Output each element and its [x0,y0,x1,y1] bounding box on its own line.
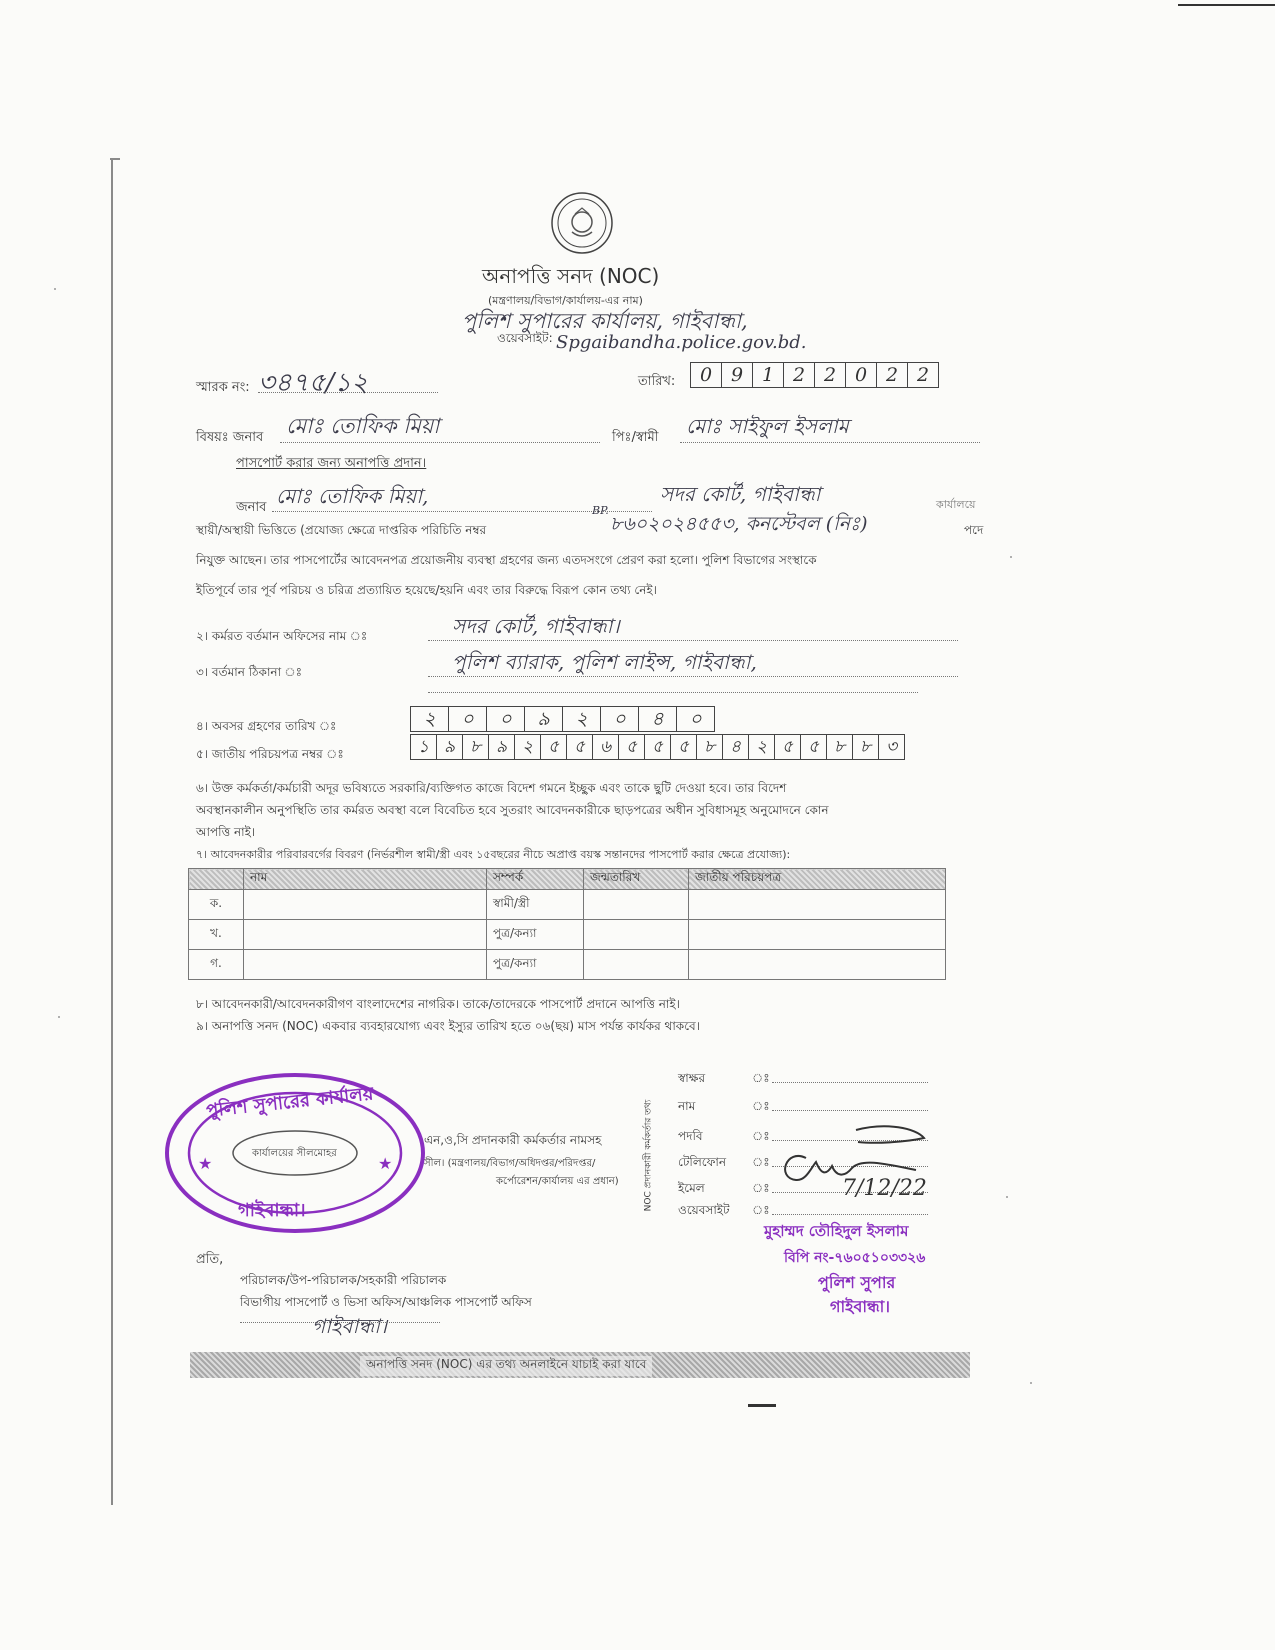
father-label: পিঃ/স্বামী [612,430,659,445]
date-label: তারিখ: [638,374,676,389]
table-row [189,920,946,950]
seal-note-2: সীল। (মন্ত্রণালয়/বিভাগ/অধিদপ্তর/পরিদপ্তর/ [424,1158,596,1169]
item7-text: ৭। আবেদনকারীর পরিবারবর্গের বিবরণ (নির্ভরশীল স্বামী/স্ত্রী এবং ১৫বছরের নীচে অপ্রাপ্ত বয়স্ক সন্তানদের পাসপোর্ট করার ক্ষেত্রে প্রযোজ্য): [196,848,791,861]
row-name [244,920,487,950]
row-name [244,890,487,920]
scan-edge-left [111,160,113,1505]
recipient-dots [240,1322,440,1323]
table-row [189,890,946,920]
retirement-digit: ৪ [639,707,677,731]
nid-digit: ২ [515,735,541,759]
item6-line1: ৬। উক্ত কর্মকর্তা/কর্মচারী অদূর ভবিষ্যতে সরকারি/ব্যক্তিগত কাজে বিদেশ গমনে ইচ্ছুক এবং তাকে ছুটি দেওয়া হবে। তার বিদেশ [196,781,787,795]
stamp-bottom-text: গাইবান্ধা। [238,1200,306,1221]
item5-label: ৫। জাতীয় পরিচয়পত্র নম্বর ঃ [196,747,344,761]
date-digit: 1 [753,363,784,387]
body-line-c: ইতিপূর্বে তার পূর্ব পরিচয় ও চরিত্র প্রত্যায়িত হয়েছে/হয়নি এবং তার বিরুদ্ধে বিরূপ কোন তথ্য নেই। [196,583,657,597]
row-name [244,950,487,980]
date-digit: 2 [815,363,846,387]
nid-digit: ৫ [775,735,801,759]
header-cell: নাম [244,869,487,890]
officer-rank-stamp: পুলিশ সুপার [818,1273,896,1292]
sig-colon: ঃ [752,1203,770,1217]
sig-label-website: ওয়েবসাইট [678,1203,730,1217]
item3-value: পুলিশ ব্যারাক, পুলিশ লাইন্স, গাইবান্ধা, [452,650,757,674]
nid-digit: ৫ [567,735,593,759]
nid-digit: ৩ [885,737,898,757]
date-digit: 0 [846,363,877,387]
scan-edge-left-mark [110,158,120,160]
applicant-name-repeat: মোঃ তোফিক মিয়া, [276,484,429,508]
item4-label: ৪। অবসর গ্রহণের তারিখ ঃ [196,719,337,733]
row-dob [584,890,689,920]
sig-label-designation: পদবি [678,1129,703,1143]
row-relation: স্বামী/স্ত্রী [487,890,584,920]
recipient-line2: বিভাগীয় পাসপোর্ট ও ভিসা অফিস/আঞ্চলিক পাসপোর্ট অফিস [240,1295,532,1309]
date-digit: 2 [784,363,815,387]
scan-speck [1010,556,1012,558]
subject-label: বিষয়ঃ জনাব [196,430,264,445]
sig-colon: ঃ [752,1181,770,1195]
header-cell: জন্মতারিখ [584,869,689,890]
government-emblem [541,190,623,256]
ministry-label: (মন্ত্রণালয়/বিভাগ/কার্যালয়-এর নাম) [488,294,643,307]
date-digit: 2 [916,364,930,386]
sig-dots [772,1214,928,1215]
item2-dots [428,640,958,641]
item6-line3: আপত্তি নাই। [196,825,256,839]
row-dob [584,950,689,980]
father-name: মোঃ সাইফুল ইসলাম [686,414,849,438]
date-digit: 2 [877,363,908,387]
scan-speck [1006,1196,1008,1198]
officer-name-stamp: মুহাম্মদ তৌহিদুল ইসলাম [764,1222,909,1240]
nid-digit: ২ [749,735,775,759]
bp-number-handwritten: ৮৬০২০২৪৫৫৩, কনস্টেবল (নিঃ) [610,513,868,535]
nid-digit: ৫ [801,735,827,759]
nid-digit: ৫ [541,735,567,759]
retirement-digit: ০ [449,707,487,731]
memo-label: স্মারক নং: [196,380,250,395]
seal-note-3: কর্পোরেশন/কার্যালয় এর প্রধান) [496,1176,619,1187]
nid-digit: ৪ [723,735,749,759]
row-serial: ক. [189,890,244,920]
family-table-header [189,869,946,890]
item9-text: ৯। অনাপত্তি সনদ (NOC) একবার ব্যবহারযোগ্য এবং ইস্যুর তারিখ হতে ০৬(ছয়) মাস পর্যন্ত কার্যকর থাকবে। [196,1019,700,1033]
seal-note-1: এন,ও,সি প্রদানকারী কর্মকর্তার নামসহ [424,1133,602,1147]
date-digit: 0 [691,363,722,387]
website-handwritten: Spgaibandha.police.gov.bd. [556,332,807,353]
signature-date: 7/12/22 [842,1176,927,1201]
subject-name-dots [280,442,600,443]
header-cell: সম্পর্ক [487,869,584,890]
signature-side-text: NOC প্রদানকারী কর্মকর্তার তথ্য [643,1099,654,1212]
footer-dash [748,1404,776,1407]
recipient-line3: গাইবান্ধা। [312,1314,388,1338]
nid-digit: ৬ [593,735,619,759]
nid-digit: ১ [411,735,437,759]
retirement-digit: ০ [487,707,525,731]
item2-value: সদর কোর্ট, গাইবান্ধা। [452,614,620,638]
nid-digit: ৯ [489,735,515,759]
svg-text:★: ★ [198,1154,213,1173]
sig-colon: ঃ [752,1155,770,1169]
sig-label-telephone: টেলিফোন [678,1155,727,1169]
sig-colon: ঃ [752,1071,770,1085]
retirement-digit: ৯ [525,707,563,731]
office-handwritten: সদর কোর্ট, গাইবান্ধা [660,482,821,506]
office-name-handwritten: পুলিশ সুপারের কার্যালয়, গাইবান্ধা, [462,309,748,333]
recipient-to: প্রতি, [196,1252,224,1267]
recipient-line1: পরিচালক/উপ-পরিচালক/সহকারী পরিচালক [240,1273,447,1287]
sig-label-name: নাম [678,1099,696,1113]
body-line-a: স্থায়ী/অস্থায়ী ভিত্তিতে (প্রযোজ্য ক্ষেত্রে দাপ্তরিক পরিচিতি নম্বর [196,523,487,537]
sig-colon: ঃ [752,1099,770,1113]
retirement-digit: ০ [689,708,702,730]
sig-label-email: ইমেল [678,1181,705,1195]
date-digit: 9 [722,363,753,387]
retirement-digit: ০ [601,707,639,731]
footer-note: অনাপত্তি সনদ (NOC) এর তথ্য অনলাইনে যাচাই করা যাবে [360,1356,652,1376]
website-label: ওয়েবসাইট: [497,331,553,345]
janab-label: জনাব [236,500,267,515]
row-nid [689,890,946,920]
row-relation: পুত্র/কন্যা [487,920,584,950]
nid-digit: ৮ [827,735,853,759]
sig-dots [772,1082,928,1083]
stamp-inner-text: কার্যালয়ের সীলমোহর [252,1148,337,1159]
nid-digit: ৮ [853,735,879,759]
item3-dots [428,676,958,677]
item3-label: ৩। বর্তমান ঠিকানা ঃ [196,665,303,679]
memo-dots [258,392,438,393]
row-nid [689,950,946,980]
nid-digit: ৮ [463,735,489,759]
table-row [189,950,946,980]
father-name-dots [680,442,980,443]
body-line-b: নিযুক্ত আছেন। তার পাসপোর্টের আবেদনপত্র প্রয়োজনীয় ব্যবস্থা গ্রহণের জন্য এতদসংগে প্রেরণ করা হলো। পুলিশ বিভাগের সংস্থাকে [196,553,817,567]
svg-text:★: ★ [378,1154,393,1173]
memo-number: ৩৪৭৫/১২ [258,368,369,398]
stamp-top-text: পুলিশ সুপারের কার্যালয় [205,1083,375,1122]
nid-digit: ৯ [437,735,463,759]
item3-dots-2 [428,692,918,693]
retirement-date-boxes [410,706,715,732]
scan-speck [58,1016,60,1018]
officer-bp-stamp: বিপি নং-৭৬০৫১০৩৩২৬ [784,1250,926,1266]
row-serial: খ. [189,920,244,950]
office-suffix: কার্যালয়ে [936,498,976,511]
row-nid [689,920,946,950]
document-title: অনাপত্তি সনদ (NOC) [482,264,660,288]
item2-label: ২। কর্মরত বর্তমান অফিসের নাম ঃ [196,629,368,643]
nid-digit: ৮ [697,735,723,759]
officer-district-stamp: গাইবান্ধা। [830,1297,891,1316]
row-relation: পুত্র/কন্যা [487,950,584,980]
nid-digit: ৫ [619,735,645,759]
scan-speck [54,288,56,290]
sig-label-signature: স্বাক্ষর [678,1071,706,1085]
retirement-digit: ২ [563,707,601,731]
family-table [188,868,946,980]
row-serial: গ. [189,950,244,980]
item6-line2: অবস্থানকালীন অনুপস্থিতি তার কর্মরত অবস্থা বলে বিবেচিত হবে সুতরাং আবেদনকারীকে ছাড়পত্রের অধীন সুবিধাসমূহ অনুমোদনে কোন [196,803,829,817]
bp-mark: BP. [592,504,609,517]
item8-text: ৮। আবেদনকারী/আবেদনকারীগণ বাংলাদেশের নাগরিক। তাকে/তাদেরকে পাসপোর্ট প্রদানে আপত্তি নাই। [196,997,680,1011]
scan-edge-top-right [1178,4,1275,6]
subject-name: মোঃ তোফিক মিয়া [286,414,440,438]
subject-line: পাসপোর্ট করার জন্য অনাপত্তি প্রদান। [236,456,427,471]
body-line-a-suffix: পদে [964,523,984,537]
nid-digit: ৫ [645,735,671,759]
sig-colon: ঃ [752,1129,770,1143]
header-cell: জাতীয় পরিচয়পত্র [689,869,946,890]
scan-speck [1030,1382,1032,1384]
retirement-digit: ২ [411,707,449,731]
nid-digit: ৫ [671,735,697,759]
sig-dots [772,1110,928,1111]
row-dob [584,920,689,950]
date-boxes [690,362,939,388]
nid-boxes [410,734,905,760]
